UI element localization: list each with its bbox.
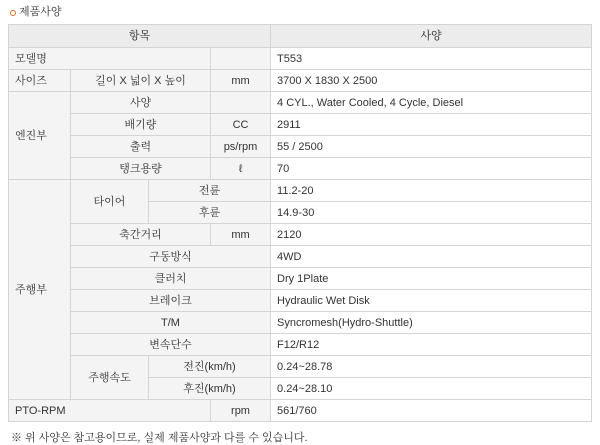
row-value: 561/760 <box>271 400 592 422</box>
row-label: 클러치 <box>71 268 271 290</box>
table-row <box>9 246 592 268</box>
row-value: 55 / 2500 <box>271 136 592 158</box>
row-value: F12/R12 <box>271 334 592 356</box>
row-label: 탱크용량 <box>71 158 211 180</box>
row-value: 4WD <box>271 246 592 268</box>
table-row <box>9 136 592 158</box>
row-label: 변속단수 <box>71 334 271 356</box>
spec-table <box>8 24 592 422</box>
table-row <box>9 70 592 92</box>
row-unit: CC <box>211 114 271 136</box>
row-value: 14.9-30 <box>271 202 592 224</box>
row-value: Hydraulic Wet Disk <box>271 290 592 312</box>
row-unit: ps/rpm <box>211 136 271 158</box>
row-label: PTO-RPM <box>9 400 211 422</box>
table-row <box>9 180 592 202</box>
row-sublabel: 전륜 <box>149 180 271 202</box>
row-group: 주행부 <box>9 180 71 400</box>
row-unit: mm <box>211 224 271 246</box>
table-row <box>9 290 592 312</box>
row-value: 70 <box>271 158 592 180</box>
table-row <box>9 400 592 422</box>
row-unit: mm <box>211 70 271 92</box>
row-label: 타이어 <box>71 180 149 224</box>
table-row <box>9 92 592 114</box>
table-row <box>9 334 592 356</box>
table-row <box>9 356 592 378</box>
table-row <box>9 158 592 180</box>
row-label: 배기량 <box>71 114 211 136</box>
row-label: 모델명 <box>9 48 211 70</box>
table-row <box>9 48 592 70</box>
table-row <box>9 268 592 290</box>
row-sublabel: 후륜 <box>149 202 271 224</box>
row-value: 2120 <box>271 224 592 246</box>
row-label: T/M <box>71 312 271 334</box>
row-label: 사양 <box>71 92 211 114</box>
row-unit <box>211 92 271 114</box>
table-row <box>9 114 592 136</box>
row-value: 4 CYL., Water Cooled, 4 Cycle, Diesel <box>271 92 592 114</box>
header-spec: 사양 <box>271 25 592 48</box>
table-row <box>9 312 592 334</box>
row-unit: ℓ <box>211 158 271 180</box>
row-group: 사이즈 <box>9 70 71 92</box>
row-unit <box>211 48 271 70</box>
row-value: Syncromesh(Hydro-Shuttle) <box>271 312 592 334</box>
row-value: Dry 1Plate <box>271 268 592 290</box>
row-value: 0.24~28.78 <box>271 356 592 378</box>
row-label: 브레이크 <box>71 290 271 312</box>
row-label: 길이 X 넓이 X 높이 <box>71 70 211 92</box>
row-value: 11.2-20 <box>271 180 592 202</box>
row-unit: rpm <box>211 400 271 422</box>
row-label: 구동방식 <box>71 246 271 268</box>
bullet-icon <box>10 10 16 16</box>
table-row <box>9 224 592 246</box>
row-group: 엔진부 <box>9 92 71 180</box>
row-value: 0.24~28.10 <box>271 378 592 400</box>
header-item: 항목 <box>9 25 271 48</box>
section-title-label: 제품사양 <box>19 6 62 18</box>
row-value: 2911 <box>271 114 592 136</box>
row-label: 출력 <box>71 136 211 158</box>
row-value: T553 <box>271 48 592 70</box>
footnote: ※ 위 사양은 참고용이므로, 실제 제품사양과 다를 수 있습니다. <box>11 432 308 444</box>
row-label: 주행속도 <box>71 356 149 400</box>
row-value: 3700 X 1830 X 2500 <box>271 70 592 92</box>
row-sublabel: 후진(km/h) <box>149 378 271 400</box>
row-label: 축간거리 <box>71 224 211 246</box>
row-sublabel: 전진(km/h) <box>149 356 271 378</box>
section-title <box>10 6 592 19</box>
table-header-row <box>9 25 592 48</box>
